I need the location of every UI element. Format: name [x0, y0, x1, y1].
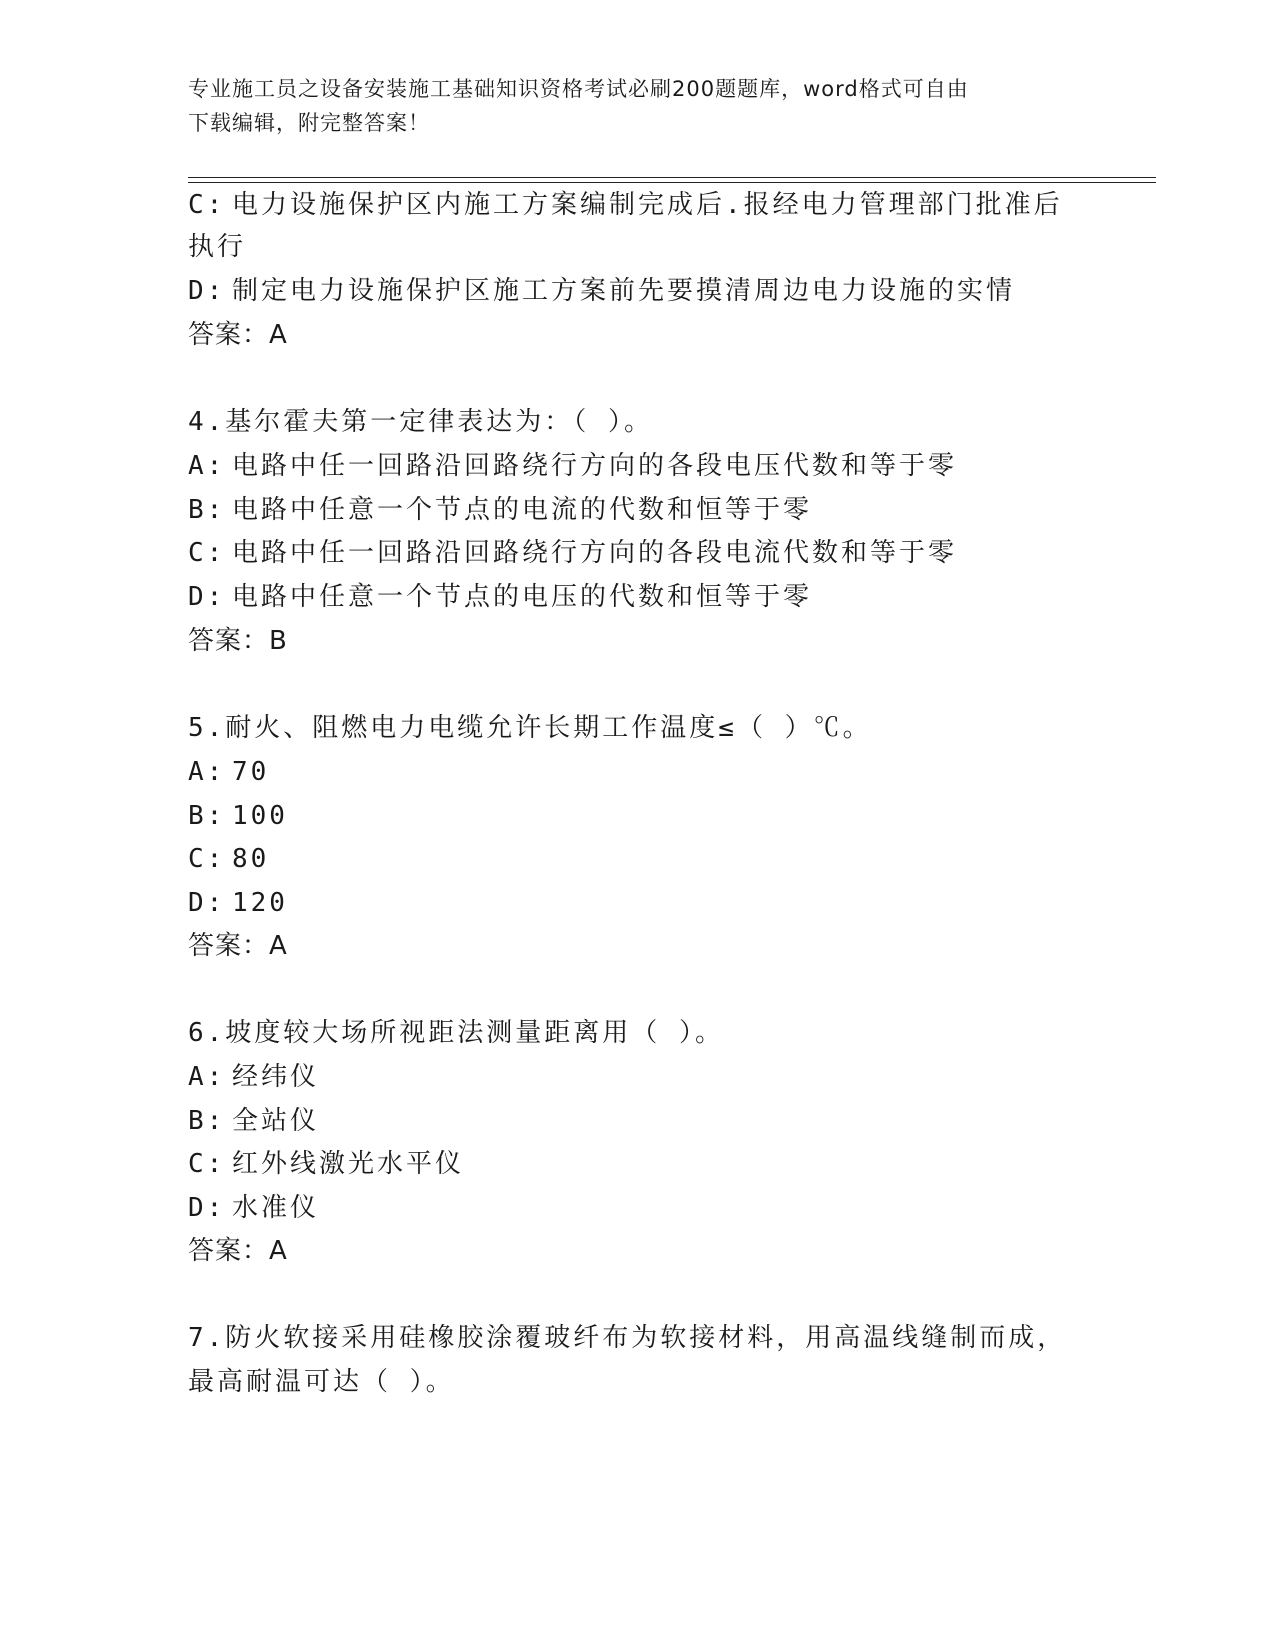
q6-question: 6.坡度较大场所视距法测量距离用（ ）。 — [188, 1018, 724, 1048]
option-text: 电路中任一回路沿回路绕行方向的各段电流代数和等于零 — [232, 538, 958, 568]
option-text: 120 — [232, 888, 288, 918]
q7-question-line-1: 7.防火软接采用硅橡胶涂覆玻纤布为软接材料，用高温线缝制而成， — [188, 1323, 1067, 1353]
header-rule-bottom — [188, 182, 1156, 183]
option-label: D: — [188, 888, 226, 918]
option-label: C: — [188, 190, 226, 220]
option-text: 电路中任意一个节点的电压的代数和恒等于零 — [232, 582, 813, 612]
option-label: D: — [188, 582, 226, 612]
option-label: D: — [188, 1193, 226, 1223]
header-line-2: 下载编辑，附完整答案！ — [188, 111, 430, 135]
option-label: D: — [188, 276, 226, 306]
q7-question-line-2: 最高耐温可达（ ）。 — [188, 1367, 455, 1397]
q3-option-d — [188, 276, 1015, 306]
option-text: 水准仪 — [232, 1193, 320, 1223]
option-text: 80 — [232, 844, 270, 874]
q4-option-b — [188, 495, 812, 525]
header-line-1: 专业施工员之设备安装施工基础知识资格考试必刷200题题库，word格式可自由 — [188, 77, 969, 101]
q6-option-b — [188, 1106, 319, 1136]
q4-answer: 答案：B — [188, 626, 288, 656]
q4-option-c — [188, 538, 957, 568]
option-label: A: — [188, 451, 226, 481]
q5-answer: 答案：A — [188, 931, 288, 961]
option-label: C: — [188, 844, 226, 874]
option-label: C: — [188, 1149, 226, 1179]
q6-option-d — [188, 1193, 319, 1223]
q6-answer: 答案：A — [188, 1236, 288, 1266]
option-label: C: — [188, 538, 226, 568]
q6-option-a — [188, 1062, 319, 1092]
q6-option-c — [188, 1149, 464, 1179]
header-rule-top — [188, 177, 1156, 178]
document-header — [188, 72, 1068, 140]
q5-option-c — [188, 844, 269, 874]
option-text: 电路中任意一个节点的电流的代数和恒等于零 — [232, 495, 813, 525]
q5-question: 5.耐火、阻燃电力电缆允许长期工作温度≤（ ）℃。 — [188, 713, 872, 743]
option-label: A: — [188, 1062, 226, 1092]
q3-option-c — [188, 190, 1063, 220]
q4-option-a — [188, 451, 957, 481]
option-label: B: — [188, 1106, 226, 1136]
option-label: A: — [188, 757, 226, 787]
q5-option-d — [188, 888, 288, 918]
q3-answer: 答案：A — [188, 320, 288, 350]
q5-option-a — [188, 757, 269, 787]
option-text: 100 — [232, 801, 288, 831]
option-label: B: — [188, 495, 226, 525]
q4-question: 4.基尔霍夫第一定律表达为：（ ）。 — [188, 407, 653, 437]
option-text: 全站仪 — [232, 1106, 320, 1136]
option-text: 电路中任一回路沿回路绕行方向的各段电压代数和等于零 — [232, 451, 958, 481]
q3-option-c-continued: 执行 — [188, 232, 247, 262]
option-text: 红外线激光水平仪 — [232, 1149, 465, 1179]
q4-option-d — [188, 582, 812, 612]
option-text: 70 — [232, 757, 270, 787]
q5-option-b — [188, 801, 288, 831]
option-label: B: — [188, 801, 226, 831]
option-text: 电力设施保护区内施工方案编制完成后.报经电力管理部门批准后 — [232, 190, 1063, 220]
option-text: 经纬仪 — [232, 1062, 320, 1092]
option-text: 制定电力设施保护区施工方案前先要摸清周边电力设施的实情 — [232, 276, 1016, 306]
